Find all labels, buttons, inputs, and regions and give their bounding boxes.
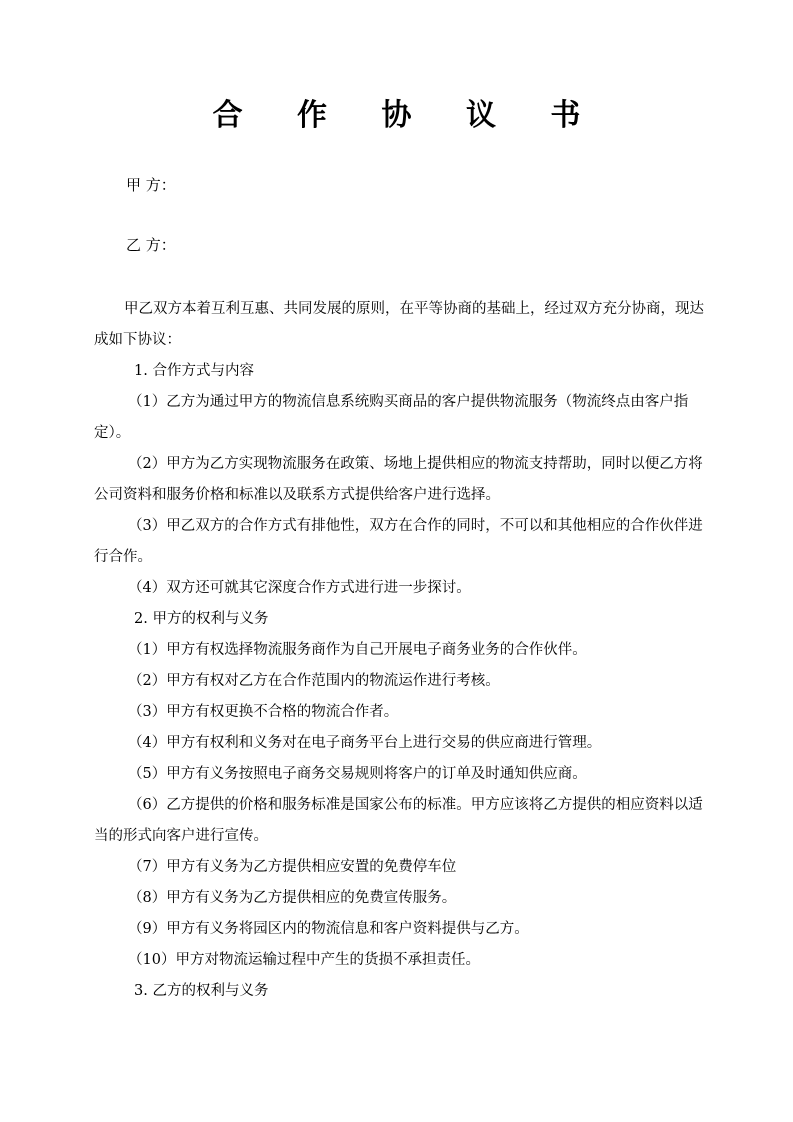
clause-2-9: （9）甲方有义务将园区内的物流信息和客户资料提供与乙方。	[128, 921, 529, 937]
clause-2-7: （7）甲方有义务为乙方提供相应安置的免费停车位	[128, 859, 457, 875]
clause-2-5: （5）甲方有义务按照电子商务交易规则将客户的订单及时通知供应商。	[128, 766, 587, 782]
clause-1-2: （2）甲方为乙方实现物流服务在政策、场地上提供相应的物流支持帮助，同时以便乙方将公司资料和服务价格和标准以及联系方式提供给客户进行选择。	[94, 456, 703, 503]
clause-2-8: （8）甲方有义务为乙方提供相应的免费宣传服务。	[128, 890, 457, 906]
intro-paragraph: 甲乙双方本着互利互惠、共同发展的原则，在平等协商的基础上，经过双方充分协商，现达成如下协议：	[94, 301, 704, 348]
section-heading-3: 3. 乙方的权利与义务	[134, 983, 269, 999]
clause-2-1: （1）甲方有权选择物流服务商作为自己开展电子商务业务的合作伙伴。	[128, 642, 587, 658]
party-a-label: 甲 方：	[126, 176, 176, 194]
section-heading-2: 2. 甲方的权利与义务	[134, 611, 269, 627]
document-title: 合 作 协 议 书	[212, 98, 603, 133]
clause-2-6: （6）乙方提供的价格和服务标准是国家公布的标准。甲方应该将乙方提供的相应资料以适当的形式向客户进行宣传。	[94, 797, 703, 844]
clause-1-3: （3）甲乙双方的合作方式有排他性，双方在合作的同时，不可以和其他相应的合作伙伴进行合作。	[94, 518, 703, 565]
section-heading-1: 1. 合作方式与内容	[134, 363, 254, 379]
clause-2-3: （3）甲方有权更换不合格的物流合作者。	[128, 704, 399, 720]
clause-1-4: （4）双方还可就其它深度合作方式进行进一步探讨。	[128, 580, 471, 596]
agreement-body	[94, 294, 706, 1007]
clause-2-10: （10）甲方对物流运输过程中产生的货损不承担责任。	[128, 952, 480, 968]
clause-2-4: （4）甲方有权利和义务对在电子商务平台上进行交易的供应商进行管理。	[128, 735, 602, 751]
clause-1-1: （1）乙方为通过甲方的物流信息系统购买商品的客户提供物流服务（物流终点由客户指定）。	[94, 394, 689, 441]
party-b-label: 乙 方：	[126, 236, 176, 254]
clause-2-2: （2）甲方有权对乙方在合作范围内的物流运作进行考核。	[128, 673, 500, 689]
